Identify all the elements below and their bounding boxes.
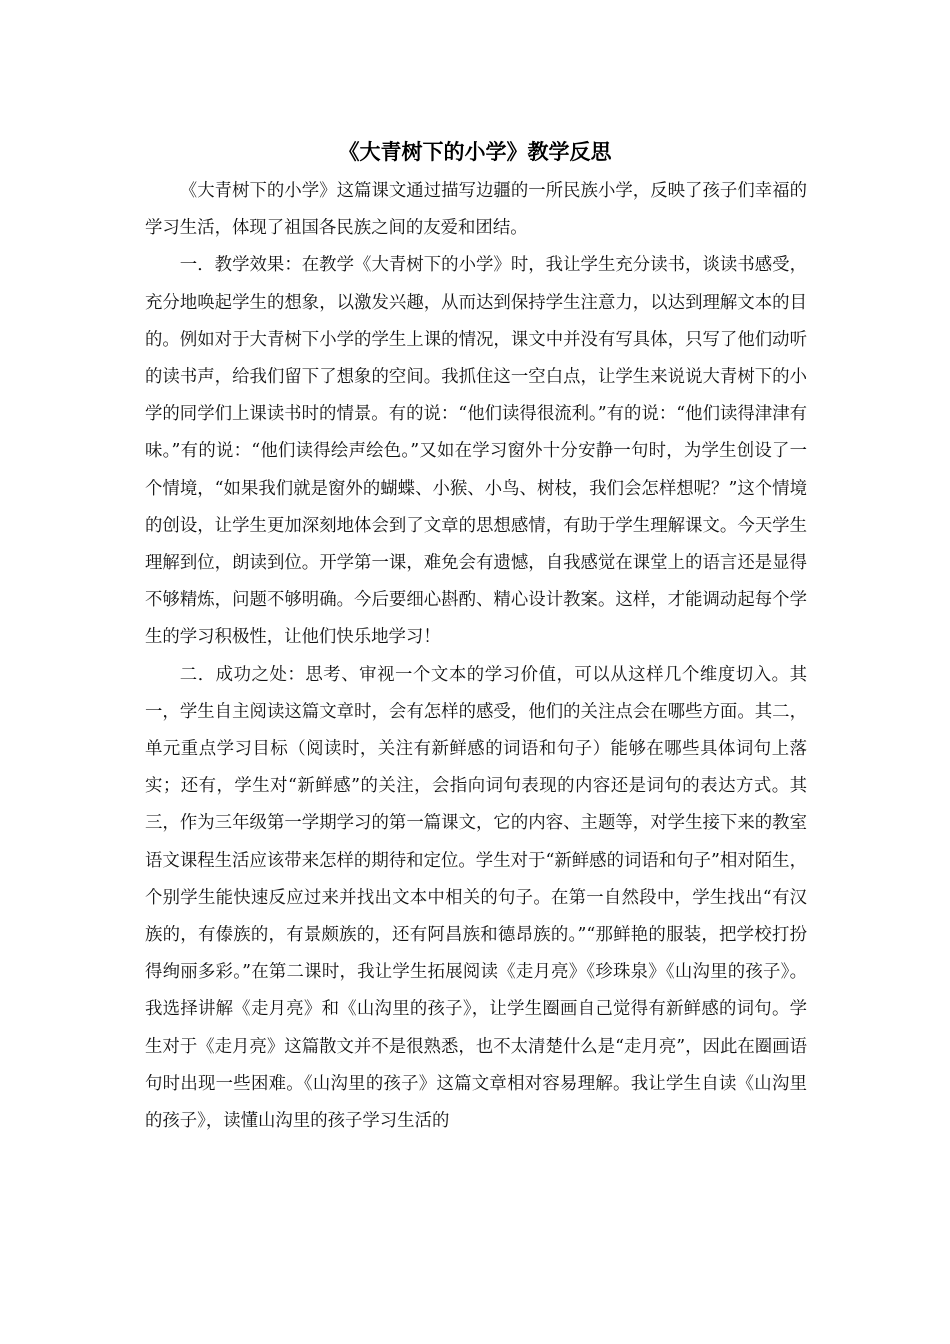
document-body bbox=[145, 173, 807, 1140]
paragraph-intro: 《大青树下的小学》这篇课文通过描写边疆的一所民族小学，反映了孩子们幸福的学习生活，体现了祖国各民族之间的友爱和团结。 bbox=[145, 181, 807, 239]
document-title: 《大青树下的小学》教学反思 bbox=[338, 139, 612, 164]
paragraph-teaching-effect: 一．教学效果：在教学《大青树下的小学》时，我让学生充分读书，谈读书感受，充分地唤起学生的想象，以激发兴趣，从而达到保持学生注意力，以达到理解文本的目的。例如对于大青树下小学的学生上课的情况，课文中并没有写具体，只写了他们动听的读书声，给我们留下了想象的空间。我抓住这一空白点，让学生来说说大青树下的小学的同学们上课读书时的情景。有的说：“他们读得很流利。”有的说：“他们读得津津有味。”有的说：“他们读得绘声绘色。”又如在学习窗外十分安静一句时，为学生创设了一个情境，“如果我们就是窗外的蝴蝶、小猴、小鸟、树枝，我们会怎样想呢？”这个情境的创设，让学生更加深刻地体会到了文章的思想感情，有助于学生理解课文。今天学生理解到位，朗读到位。开学第一课，难免会有遗憾，自我感觉在课堂上的语言还是显得不够精炼，问题不够明确。今后要细心斟酌、精心设计教案。这样，才能调动起每个学生的学习积极性，让他们快乐地学习！ bbox=[145, 255, 807, 648]
paragraph-success-points: 二．成功之处：思考、审视一个文本的学习价值，可以从这样几个维度切入。其一，学生自主阅读这篇文章时，会有怎样的感受，他们的关注点会在哪些方面。其二，单元重点学习目标（阅读时，关注有新鲜感的词语和句子）能够在哪些具体词句上落实；还有，学生对“新鲜感”的关注，会指向词句表现的内容还是词句的表达方式。其三，作为三年级第一学期学习的第一篇课文，它的内容、主题等，对学生接下来的教室语文课程生活应该带来怎样的期待和定位。学生对于“新鲜感的词语和句子”相对陌生，个别学生能快速反应过来并找出文本中相关的句子。在第一自然段中，学生找出“有汉族的，有傣族的，有景颇族的，还有阿昌族和德昂族的。”“那鲜艳的服装，把学校打扮得绚丽多彩。”在第二课时，我让学生拓展阅读《走月亮》《珍珠泉》《山沟里的孩子》。我选择讲解《走月亮》和《山沟里的孩子》，让学生圈画自己觉得有新鲜感的词句。学生对于《走月亮》这篇散文并不是很熟悉，也不太清楚什么是“走月亮”，因此在圈画语句时出现一些困难。《山沟里的孩子》这篇文章相对容易理解。我让学生自读《山沟里的孩子》，读懂山沟里的孩子学习生活的 bbox=[145, 664, 807, 1132]
